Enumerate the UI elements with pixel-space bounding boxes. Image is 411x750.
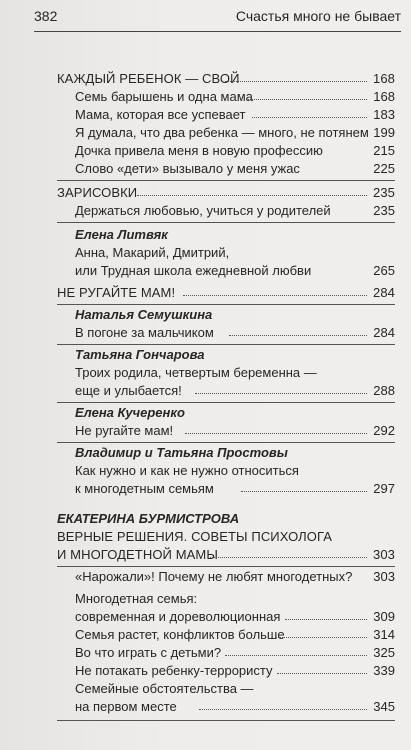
toc-entry[interactable]: Не потакать ребенку-террористу 339 (75, 663, 395, 678)
leader-dots (185, 433, 367, 434)
toc-section[interactable]: И МНОГОДЕТНОЙ МАМЫ 303 (57, 547, 395, 562)
section-rule (57, 304, 395, 305)
section-rule (57, 222, 395, 223)
toc-author: Елена Литвяк (75, 227, 168, 242)
toc-author: ЕКАТЕРИНА БУРМИСТРОВА (57, 511, 240, 526)
toc-author: Елена Кучеренко (75, 405, 185, 420)
toc-entry[interactable]: Многодетная семья: (75, 591, 198, 606)
section-rule (57, 180, 395, 181)
leader-dots (241, 491, 367, 492)
toc-entry[interactable]: на первом месте 345 (75, 699, 395, 714)
leader-dots (285, 619, 367, 620)
toc-author: Наталья Семушкина (75, 307, 213, 322)
toc-entry[interactable]: еще и улыбается! 288 (75, 383, 395, 398)
leader-dots (275, 637, 367, 638)
toc-entry[interactable]: Семейные обстоятельства — (75, 681, 254, 696)
toc-entry[interactable]: современная и дореволюционная 309 (75, 609, 395, 624)
running-title: Счастья много не бывает (235, 8, 401, 24)
section-rule (57, 720, 395, 721)
section-rule (57, 442, 395, 443)
section-rule (57, 344, 395, 345)
toc-section[interactable]: ЗАРИСОВКИ 235 (57, 185, 395, 200)
toc-entry[interactable]: Анна, Макарий, Дмитрий, (75, 245, 230, 260)
leader-dots (137, 195, 367, 196)
toc-entry[interactable]: «Нарожали»! Почему не любят многодетных? 303 (75, 569, 395, 584)
toc-entry[interactable]: Во что играть с детьми? 325 (75, 645, 395, 660)
toc-entry[interactable]: В погоне за мальчиком 284 (75, 325, 395, 340)
toc-entry[interactable]: Не ругайте мам! 292 (75, 423, 395, 438)
leader-dots (248, 99, 367, 100)
toc-entry[interactable]: Дочка привела меня в новую профессию 215 (75, 143, 395, 158)
toc-section[interactable]: НЕ РУГАЙТЕ МАМ! 284 (57, 285, 395, 300)
leader-dots (199, 709, 367, 710)
toc-section[interactable]: КАЖДЫЙ РЕБЕНОК — СВОЙ 168 (57, 71, 395, 86)
leader-dots (252, 117, 367, 118)
leader-dots (210, 557, 367, 558)
toc-section[interactable]: ВЕРНЫЕ РЕШЕНИЯ. СОВЕТЫ ПСИХОЛОГА (57, 529, 333, 544)
toc-entry[interactable]: Мама, которая все успевает 183 (75, 107, 395, 122)
section-rule (57, 402, 395, 403)
toc-entry[interactable]: Слово «дети» вызывало у меня ужас 225 (75, 161, 395, 176)
toc-entry[interactable]: Семь барышень и одна мама 168 (75, 89, 395, 104)
toc-entry[interactable]: к многодетным семьям 297 (75, 481, 395, 496)
toc-entry[interactable]: или Трудная школа ежедневной любви 265 (75, 263, 395, 278)
leader-dots (195, 393, 367, 394)
leader-dots (225, 655, 367, 656)
section-rule (57, 566, 395, 567)
leader-dots (183, 295, 367, 296)
toc-author: Владимир и Татьяна Простовы (75, 445, 288, 460)
toc-entry[interactable]: Я думала, что два ребенка — много, не потянем 199 (75, 125, 395, 140)
toc-entry[interactable]: Троих родила, четвертым беременна — (75, 365, 317, 380)
toc-author: Татьяна Гончарова (75, 347, 205, 362)
leader-dots (229, 335, 367, 336)
page-number: 382 (34, 8, 58, 24)
toc-entry[interactable]: Как нужно и как не нужно относиться (75, 463, 299, 478)
toc-entry[interactable]: Семья растет, конфликтов больше 314 (75, 627, 395, 642)
leader-dots (277, 673, 367, 674)
table-of-contents (57, 0, 395, 750)
leader-dots (225, 81, 367, 82)
toc-entry[interactable]: Держаться любовью, учиться у родителей 235 (75, 203, 395, 218)
